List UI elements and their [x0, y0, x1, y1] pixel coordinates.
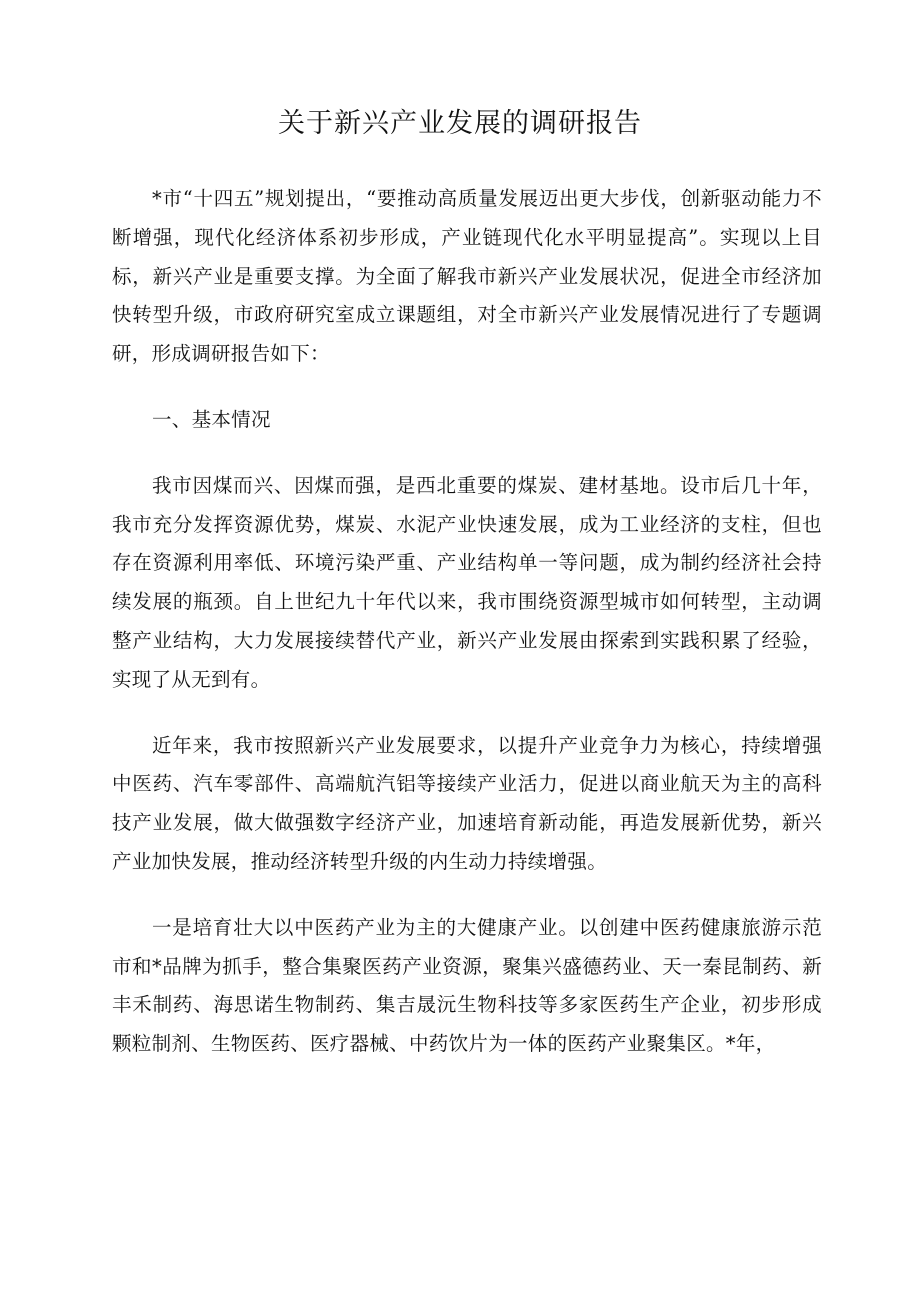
paragraph-history: 我市因煤而兴、因煤而强，是西北重要的煤炭、建材基地。设市后几十年，我市充分发挥资源优势，煤炭、水泥产业快速发展，成为工业经济的支柱，但也存在资源利用率低、环境污染严重、产业结构单一等问题，成为制约经济社会持续发展的瓶颈。自上世纪九十年代以来，我市围绕资源型城市如何转型，主动调整产业结构，大力发展接续替代产业，新兴产业发展由探索到实践积累了经验，实现了从无到有。: [112, 473, 822, 691]
section-heading-basic-situation: 一、基本情况: [151, 407, 271, 431]
paragraph-health-industry: 一是培育壮大以中医药产业为主的大健康产业。以创建中医药健康旅游示范市和*品牌为抓手，整合集聚医药产业资源，聚集兴盛德药业、天一秦昆制药、新丰禾制药、海思诺生物制药、集吉晟沅生物科技等多家医药生产企业，初步形成颗粒制剂、生物医药、医疗器械、中药饮片为一体的医药产业聚集区。*年，: [112, 915, 822, 1056]
document-title: 关于新兴产业发展的调研报告: [278, 108, 642, 139]
intro-paragraph: *市“十四五”规划提出，“要推动高质量发展迈出更大步伐，创新驱动能力不断增强，现代化经济体系初步形成，产业链现代化水平明显提高”。实现以上目标，新兴产业是重要支撑。为全面了解我市新兴产业发展状况，促进全市经济加快转型升级，市政府研究室成立课题组，对全市新兴产业发展情况进行了专题调研，形成调研报告如下：: [112, 187, 822, 366]
paragraph-recent-years: 近年来，我市按照新兴产业发展要求，以提升产业竞争力为核心，持续增强中医药、汽车零部件、高端航汽铝等接续产业活力，促进以商业航天为主的高科技产业发展，做大做强数字经济产业，加速培育新动能，再造发展新优势，新兴产业加快发展，推动经济转型升级的内生动力持续增强。: [112, 733, 822, 873]
document-body: [112, 180, 822, 1064]
